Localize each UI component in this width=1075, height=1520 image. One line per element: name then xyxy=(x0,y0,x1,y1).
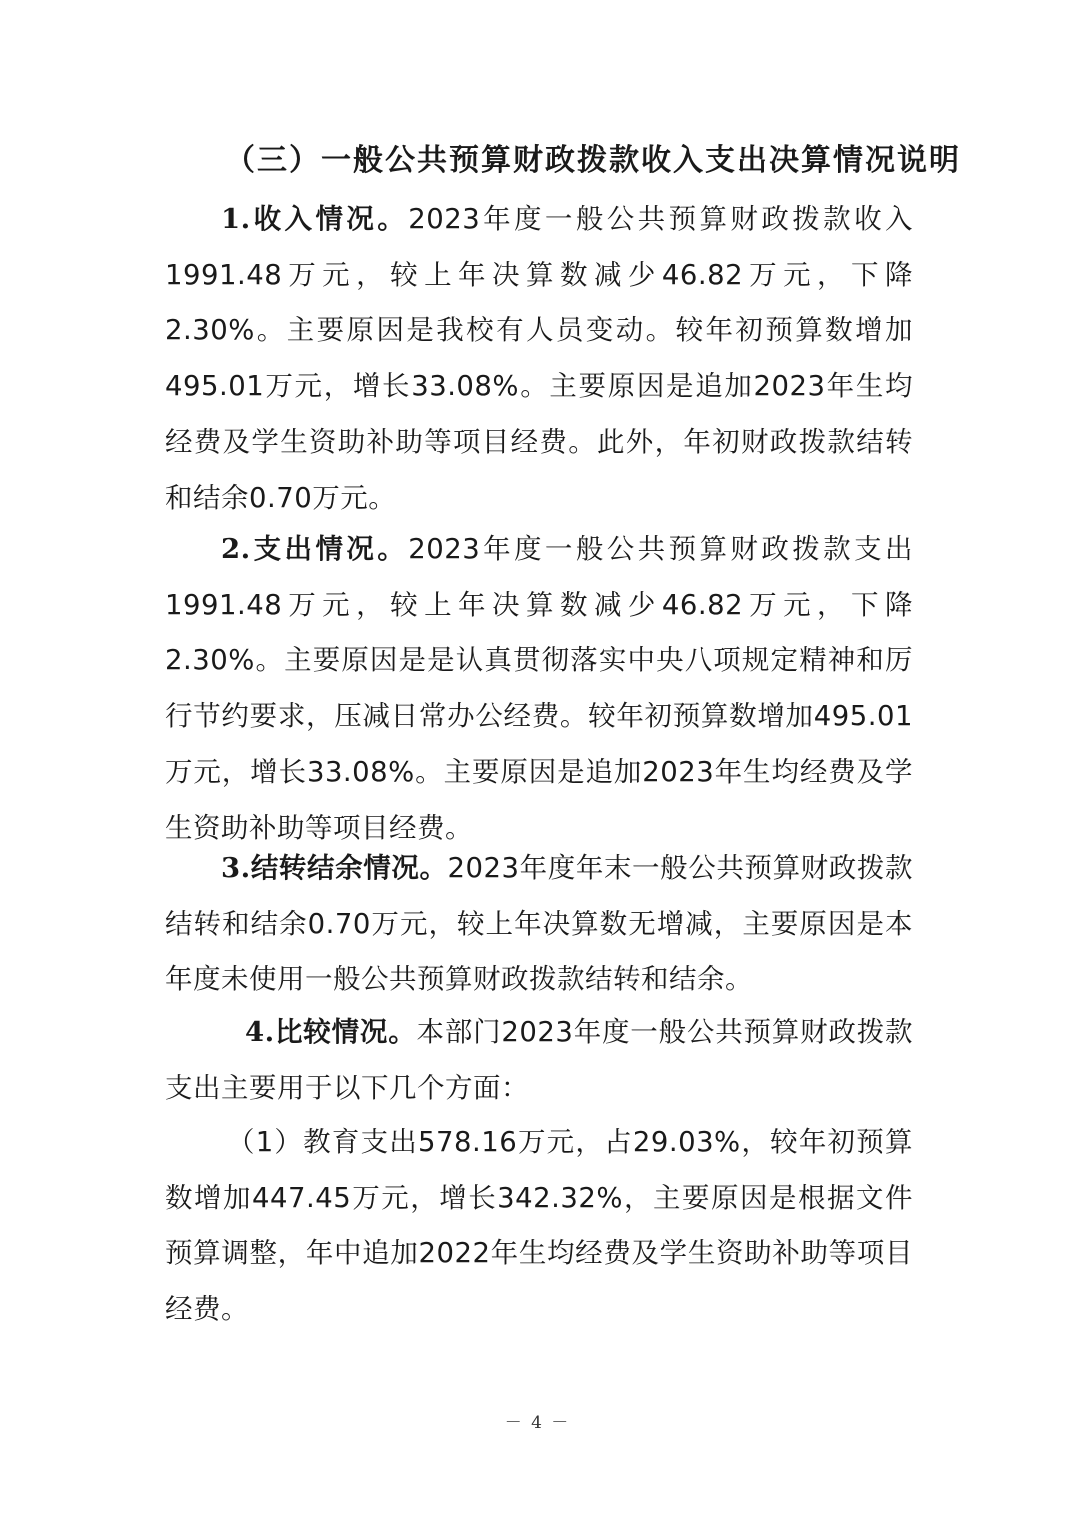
section-title: （三）一般公共预算财政拨款收入支出决算情况说明 xyxy=(225,143,961,178)
income-heading: 1.收入情况。 xyxy=(221,203,409,235)
carryover-heading: 3.结转结余情况。 xyxy=(221,852,448,884)
expenditure-text: 2023年度一般公共预算财政拨款支出1991.48万元，较上年决算数减少46.82万元，下降2.30%。主要原因是是认真贯彻落实中央八项规定精神和厉行节约要求，压减日常办公经费。较年初预算数增加495.01万元，增长33.08%。主要原因是追加2023年生均经费及学生资助补助等项目经费。 xyxy=(165,533,913,844)
carryover-paragraph xyxy=(165,841,913,1008)
expenditure-heading: 2.支出情况。 xyxy=(221,533,409,565)
education-expenditure-item: （1）教育支出578.16万元，占29.03%，较年初预算数增加447.45万元，增长342.32%，主要原因是根据文件预算调整，年中追加2022年生均经费及学生资助补助等项目经费。 xyxy=(165,1126,913,1326)
carryover-text: 2023年度年末一般公共预算财政拨款结转和结余0.70万元，较上年决算数无增减，主要原因是本年度未使用一般公共预算财政拨款结转和结余。 xyxy=(165,852,913,996)
expenditure-paragraph xyxy=(165,522,913,856)
comparison-paragraph xyxy=(165,1005,913,1116)
page-number: － 4 － xyxy=(504,1413,571,1433)
income-text: 2023年度一般公共预算财政拨款收入1991.48万元，较上年决算数减少46.82万元，下降2.30%。主要原因是我校有人员变动。较年初预算数增加495.01万元，增长33.08%。主要原因是追加2023年生均经费及学生资助补助等项目经费。此外，年初财政拨款结转和结余0.70万元。 xyxy=(165,203,913,514)
comparison-heading: 4.比较情况。 xyxy=(245,1016,417,1048)
income-paragraph xyxy=(165,192,913,526)
comparison-text: 本部门2023年度一般公共预算财政拨款支出主要用于以下几个方面： xyxy=(165,1016,913,1104)
